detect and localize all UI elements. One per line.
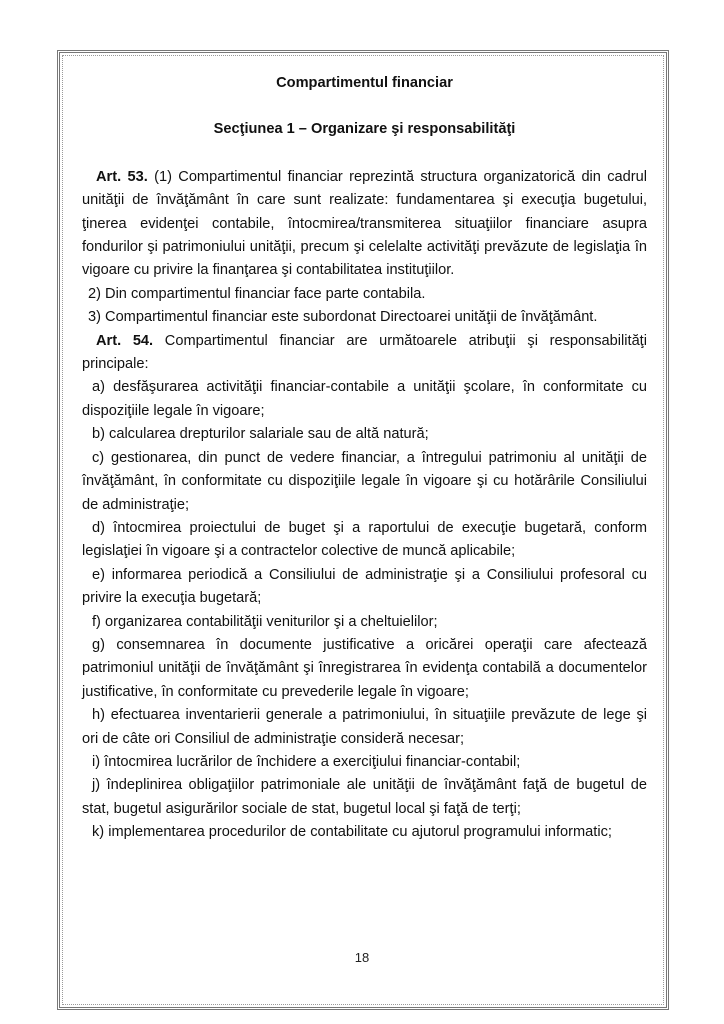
art54-item-d: d) întocmirea proiectului de buget şi a raportului de execuţie bugetară, conform legislaţiei în vigoare şi a contractelor colective de muncă aplicabile; <box>82 519 647 560</box>
document-body <box>82 72 647 845</box>
art54-item-j: j) îndeplinirea obligaţiilor patrimoniale ale unităţii de învăţământ faţă de bugetul de stat, bugetul asigurărilor sociale de stat, bugetul local şi faţă de terţi; <box>82 777 647 817</box>
art54-intro-text: Compartimentul financiar are următoarele atribuţii şi responsabilităţi principale: <box>82 332 647 373</box>
art53-paragraph-3: 3) Compartimentul financiar este subordonat Directoarei unităţii de învăţământ. <box>88 309 598 326</box>
subsection-title: Secţiunea 1 – Organizare şi responsabilităţi <box>213 121 516 138</box>
art54-label: Art. 54. <box>96 332 154 349</box>
art53-p1-text: (1) Compartimentul financiar reprezintă structura organizatorică din cadrul unităţii de învăţământ în care sunt realizate: fundamentarea şi execuţia bugetului, ţinerea evidenţei contabile, întocmirea/transmiterea situaţiilor financiare asupra fondurilor şi patrimoniului unităţii, precum şi celelalte activităţi prevăzute de legislaţia în vigoare cu privire la finanţarea şi contabilitatea instituţiilor. <box>82 168 647 279</box>
art54-item-k: k) implementarea procedurilor de contabilitate cu ajutorul programului informatic; <box>92 824 612 841</box>
art53-paragraph-2: 2) Din compartimentul financiar face parte contabila. <box>88 285 426 302</box>
art54-intro <box>82 330 647 377</box>
art54-item-e: e) informarea periodică a Consiliului de administraţie şi a Consiliului profesoral cu privire la execuţia bugetară; <box>82 566 647 607</box>
art54-item-i: i) întocmirea lucrărilor de închidere a exerciţiului financiar-contabil; <box>92 753 521 770</box>
art53-label: Art. 53. <box>96 168 148 185</box>
section-title: Compartimentul financiar <box>276 75 453 91</box>
art54-item-a: a) desfăşurarea activităţii financiar-contabile a unităţii şcolare, în conformitate cu dispoziţiile legale în vigoare; <box>82 379 647 419</box>
page-number: 18 <box>354 950 370 965</box>
art54-item-h: h) efectuarea inventarierii generale a patrimoniului, în situaţiile prevăzute de lege şi ori de câte ori Consiliul de administraţie consideră necesar; <box>82 707 647 747</box>
art54-item-b: b) calcularea drepturilor salariale sau de altă natură; <box>92 426 429 443</box>
art53-paragraph-1 <box>82 166 647 283</box>
art54-item-c: c) gestionarea, din punct de vedere financiar, a întregului patrimoniu al unităţii de învăţământ, în conformitate cu dispoziţiile legale în vigoare şi cu hotărârile Consiliului de administraţie; <box>82 449 647 513</box>
art54-item-f: f) organizarea contabilităţii veniturilor şi a cheltuielilor; <box>92 613 438 630</box>
art54-item-g: g) consemnarea în documente justificative a oricărei operaţii care afectează patrimoniul unităţii de învăţământ şi înregistrarea în evidenţa contabilă a documentelor justificative, în conformitate cu prevederile legale în vigoare; <box>82 636 647 700</box>
